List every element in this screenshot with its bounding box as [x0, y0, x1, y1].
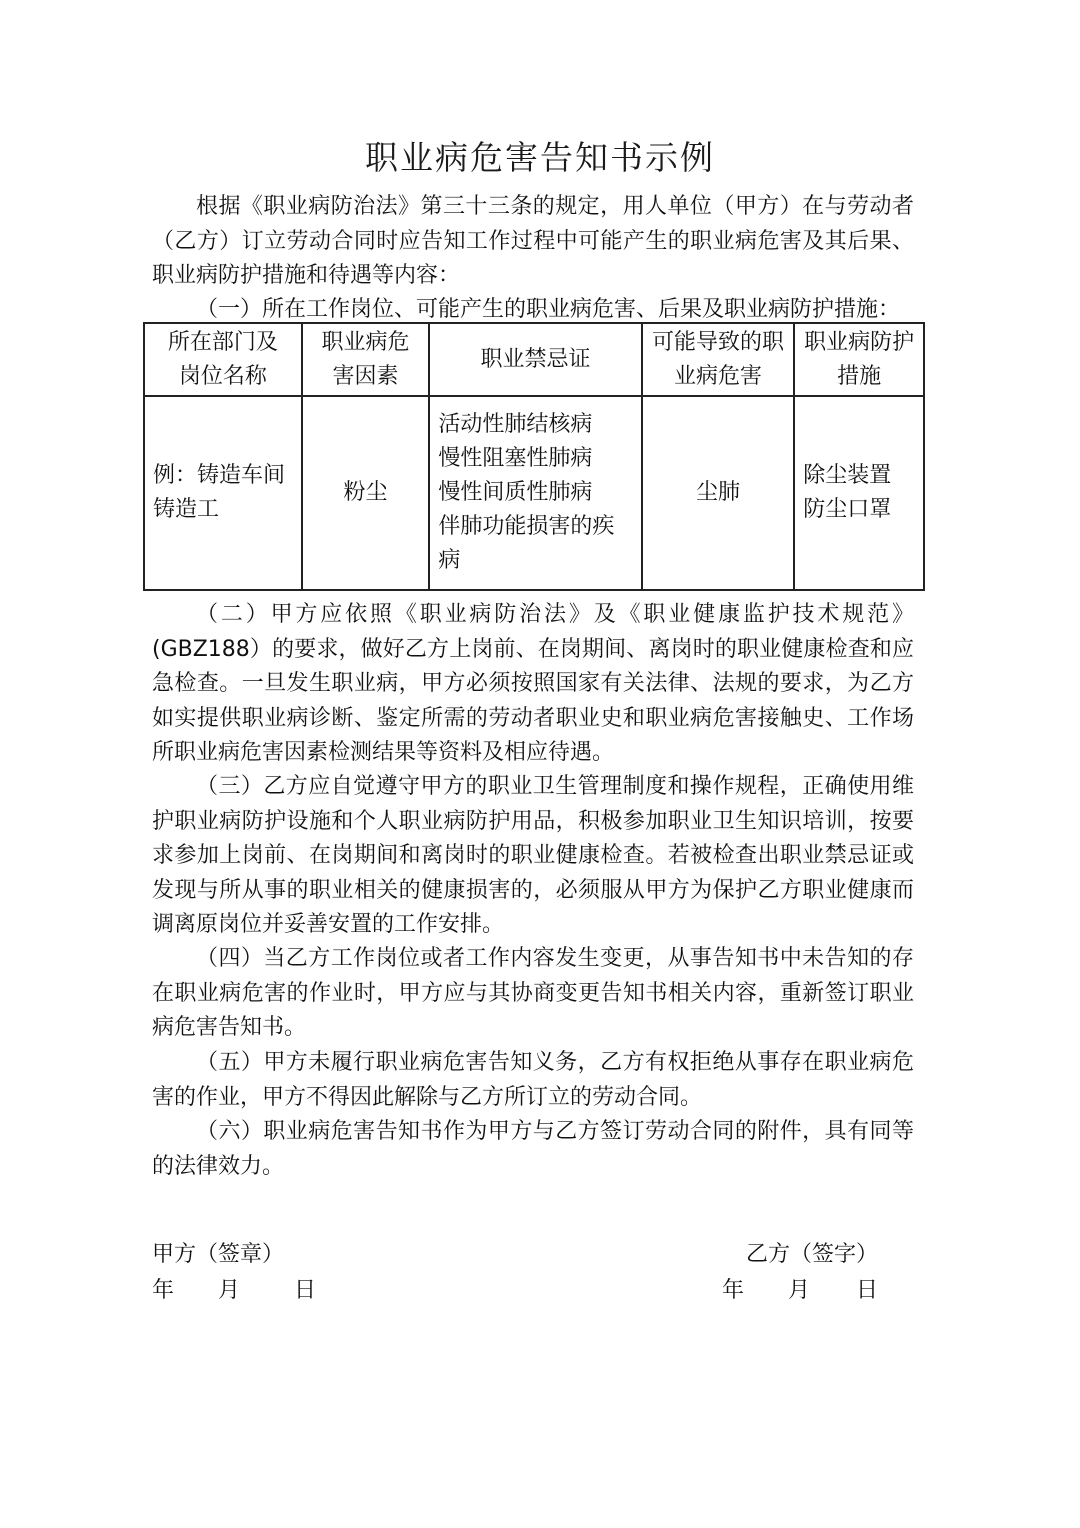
- document-title: 职业病危害告知书示例: [365, 138, 715, 177]
- section-four-paragraph: （四）当乙方工作岗位或者工作内容发生变更，从事告知书中未告知的存在职业病危害的作业时，甲方应与其协商变更告知书相关内容，重新签订职业病危害告知书。: [152, 946, 914, 1040]
- party-a-day-label: 日: [294, 1278, 317, 1303]
- header-possible-disease: 可能导致的职 业病危害: [642, 323, 795, 396]
- cell-contraindications: 活动性肺结核病 慢性阻塞性肺病 慢性间质性肺病 伴肺功能损害的疾 病: [429, 396, 641, 590]
- party-b-month-label: 月: [788, 1278, 811, 1303]
- hazard-table: [143, 322, 925, 591]
- section-one-heading: （一）所在工作岗位、可能产生的职业病危害、后果及职业病防护措施：: [196, 297, 901, 322]
- section-three-paragraph: （三）乙方应自觉遵守甲方的职业卫生管理制度和操作规程，正确使用维护职业病防护设施和个人职业病防护用品，积极参加职业卫生知识培训，按要求参加上岗前、在岗期间和离岗时的职业健康检查。若被检查出职业禁忌证或发现与所从事的职业相关的健康损害的，必须服从甲方为保护乙方职业健康而调离原岗位并妥善安置的工作安排。: [152, 774, 914, 937]
- party-b-year-label: 年: [722, 1278, 745, 1303]
- party-a-signature-label: 甲方（签章）: [152, 1242, 285, 1267]
- party-b-day-label: 日: [856, 1278, 879, 1303]
- party-a-year-label: 年: [152, 1278, 175, 1303]
- section-five-paragraph: （五）甲方未履行职业病危害告知义务，乙方有权拒绝从事存在职业病危害的作业，甲方不得因此解除与乙方所订立的劳动合同。: [152, 1050, 914, 1110]
- cell-protective-measures: 除尘装置 防尘口罩: [794, 396, 924, 590]
- table-row: [144, 396, 924, 590]
- header-department: 所在部门及 岗位名称: [144, 323, 302, 396]
- section-six-paragraph: （六）职业病危害告知书作为甲方与乙方签订劳动合同的附件，具有同等的法律效力。: [152, 1119, 914, 1179]
- party-b-signature-label: 乙方（签字）: [746, 1242, 879, 1267]
- intro-paragraph: 根据《职业病防治法》第三十三条的规定，用人单位（甲方）在与劳动者（乙方）订立劳动合同时应告知工作过程中可能产生的职业病危害及其后果、职业病防护措施和待遇等内容：: [152, 194, 914, 288]
- table-header-row: [144, 323, 924, 396]
- header-protective-measures: 职业病防护 措施: [794, 323, 924, 396]
- cell-hazard-factor: 粉尘: [302, 396, 430, 590]
- cell-department: 例：铸造车间 铸造工: [144, 396, 302, 590]
- header-contraindication: 职业禁忌证: [429, 323, 641, 396]
- section-two-paragraph: （二）甲方应依照《职业病防治法》及《职业健康监护技术规范》(GBZ188）的要求，做好乙方上岗前、在岗期间、离岗时的职业健康检查和应急检查。一旦发生职业病，甲方必须按照国家有关法律、法规的要求，为乙方如实提供职业病诊断、鉴定所需的劳动者职业史和职业病危害接触史、工作场所职业病危害因素检测结果等资料及相应待遇。: [152, 602, 914, 765]
- cell-possible-disease: 尘肺: [642, 396, 795, 590]
- party-a-month-label: 月: [218, 1278, 241, 1303]
- header-hazard-factor: 职业病危 害因素: [302, 323, 430, 396]
